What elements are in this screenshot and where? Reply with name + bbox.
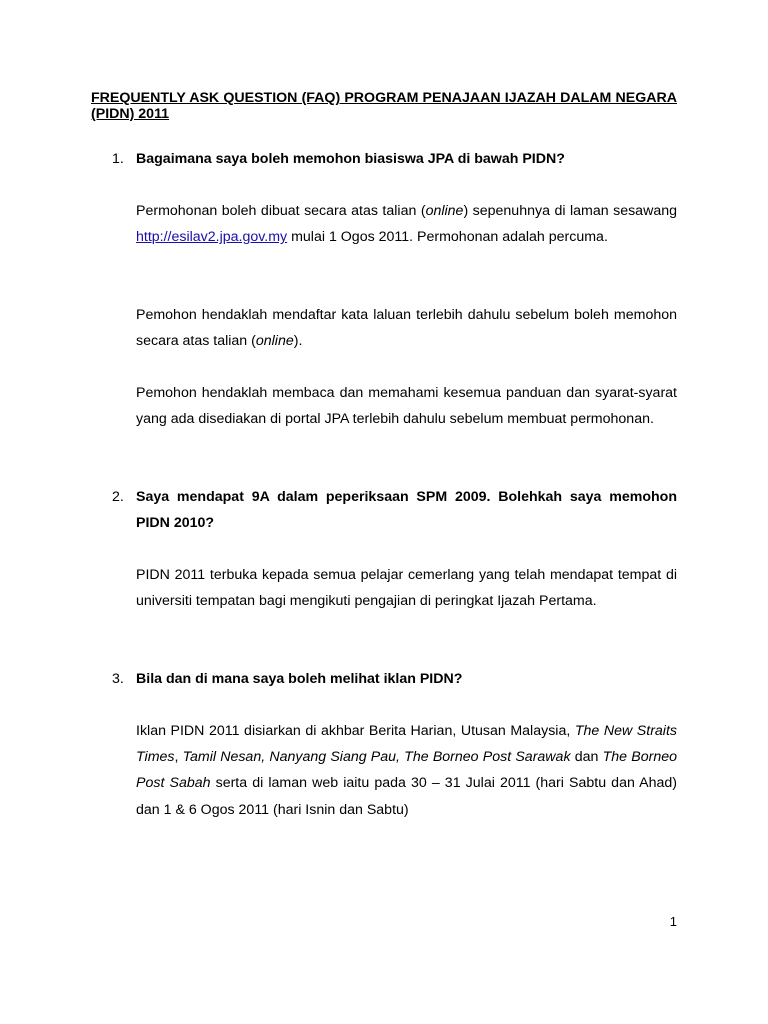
page-number: 1 <box>669 914 677 929</box>
question-number: 2. <box>112 489 124 505</box>
answer-2-paragraph-1: PIDN 2011 terbuka kepada semua pelajar cemerlang yang telah mendapat tempat di universiti tempatan bagi mengikuti pengajian di peringkat Ijazah Pertama. <box>136 567 677 610</box>
answer-1-paragraph-2: Pemohon hendaklah mendaftar kata laluan terlebih dahulu sebelum boleh memohon secara atas talian (online). <box>136 307 677 350</box>
question-3 <box>112 666 677 692</box>
question-text: Bila dan di mana saya boleh melihat iklan PIDN? <box>136 671 463 687</box>
question-text: Bagaimana saya boleh memohon biasiswa JPA di bawah PIDN? <box>136 151 565 167</box>
question-number: 3. <box>112 671 124 687</box>
question-number: 1. <box>112 151 124 167</box>
question-text: Saya mendapat 9A dalam peperiksaan SPM 2009. Bolehkah saya memohon PIDN 2010? <box>136 489 677 531</box>
answer-1-paragraph-3: Pemohon hendaklah membaca dan memahami kesemua panduan dan syarat-syarat yang ada disediakan di portal JPA terlebih dahulu sebelum membuat permohonan. <box>136 385 677 428</box>
answer-3-paragraph-1: Iklan PIDN 2011 disiarkan di akhbar Berita Harian, Utusan Malaysia, The New Straits Times, Tamil Nesan, Nanyang Siang Pau, The Borneo Post Sarawak dan The Borneo Post Sabah serta di laman web iaitu pada 30 – 31 Julai 2011 (hari Sabtu dan Ahad) dan 1 & 6 Ogos 2011 (hari Isnin dan Sabtu) <box>136 723 678 818</box>
question-2 <box>112 484 677 536</box>
document-title: FREQUENTLY ASK QUESTION (FAQ) PROGRAM PENAJAAN IJAZAH DALAM NEGARA (PIDN) 2011 <box>91 90 677 122</box>
answer-1-paragraph-1: Permohonan boleh dibuat secara atas talian (online) sepenuhnya di laman sesawang http://esilav2.jpa.gov.my mulai 1 Ogos 2011. Permohonan adalah percuma. <box>136 203 677 246</box>
question-1 <box>112 146 677 172</box>
jpa-portal-link[interactable]: http://esilav2.jpa.gov.my <box>136 229 288 246</box>
